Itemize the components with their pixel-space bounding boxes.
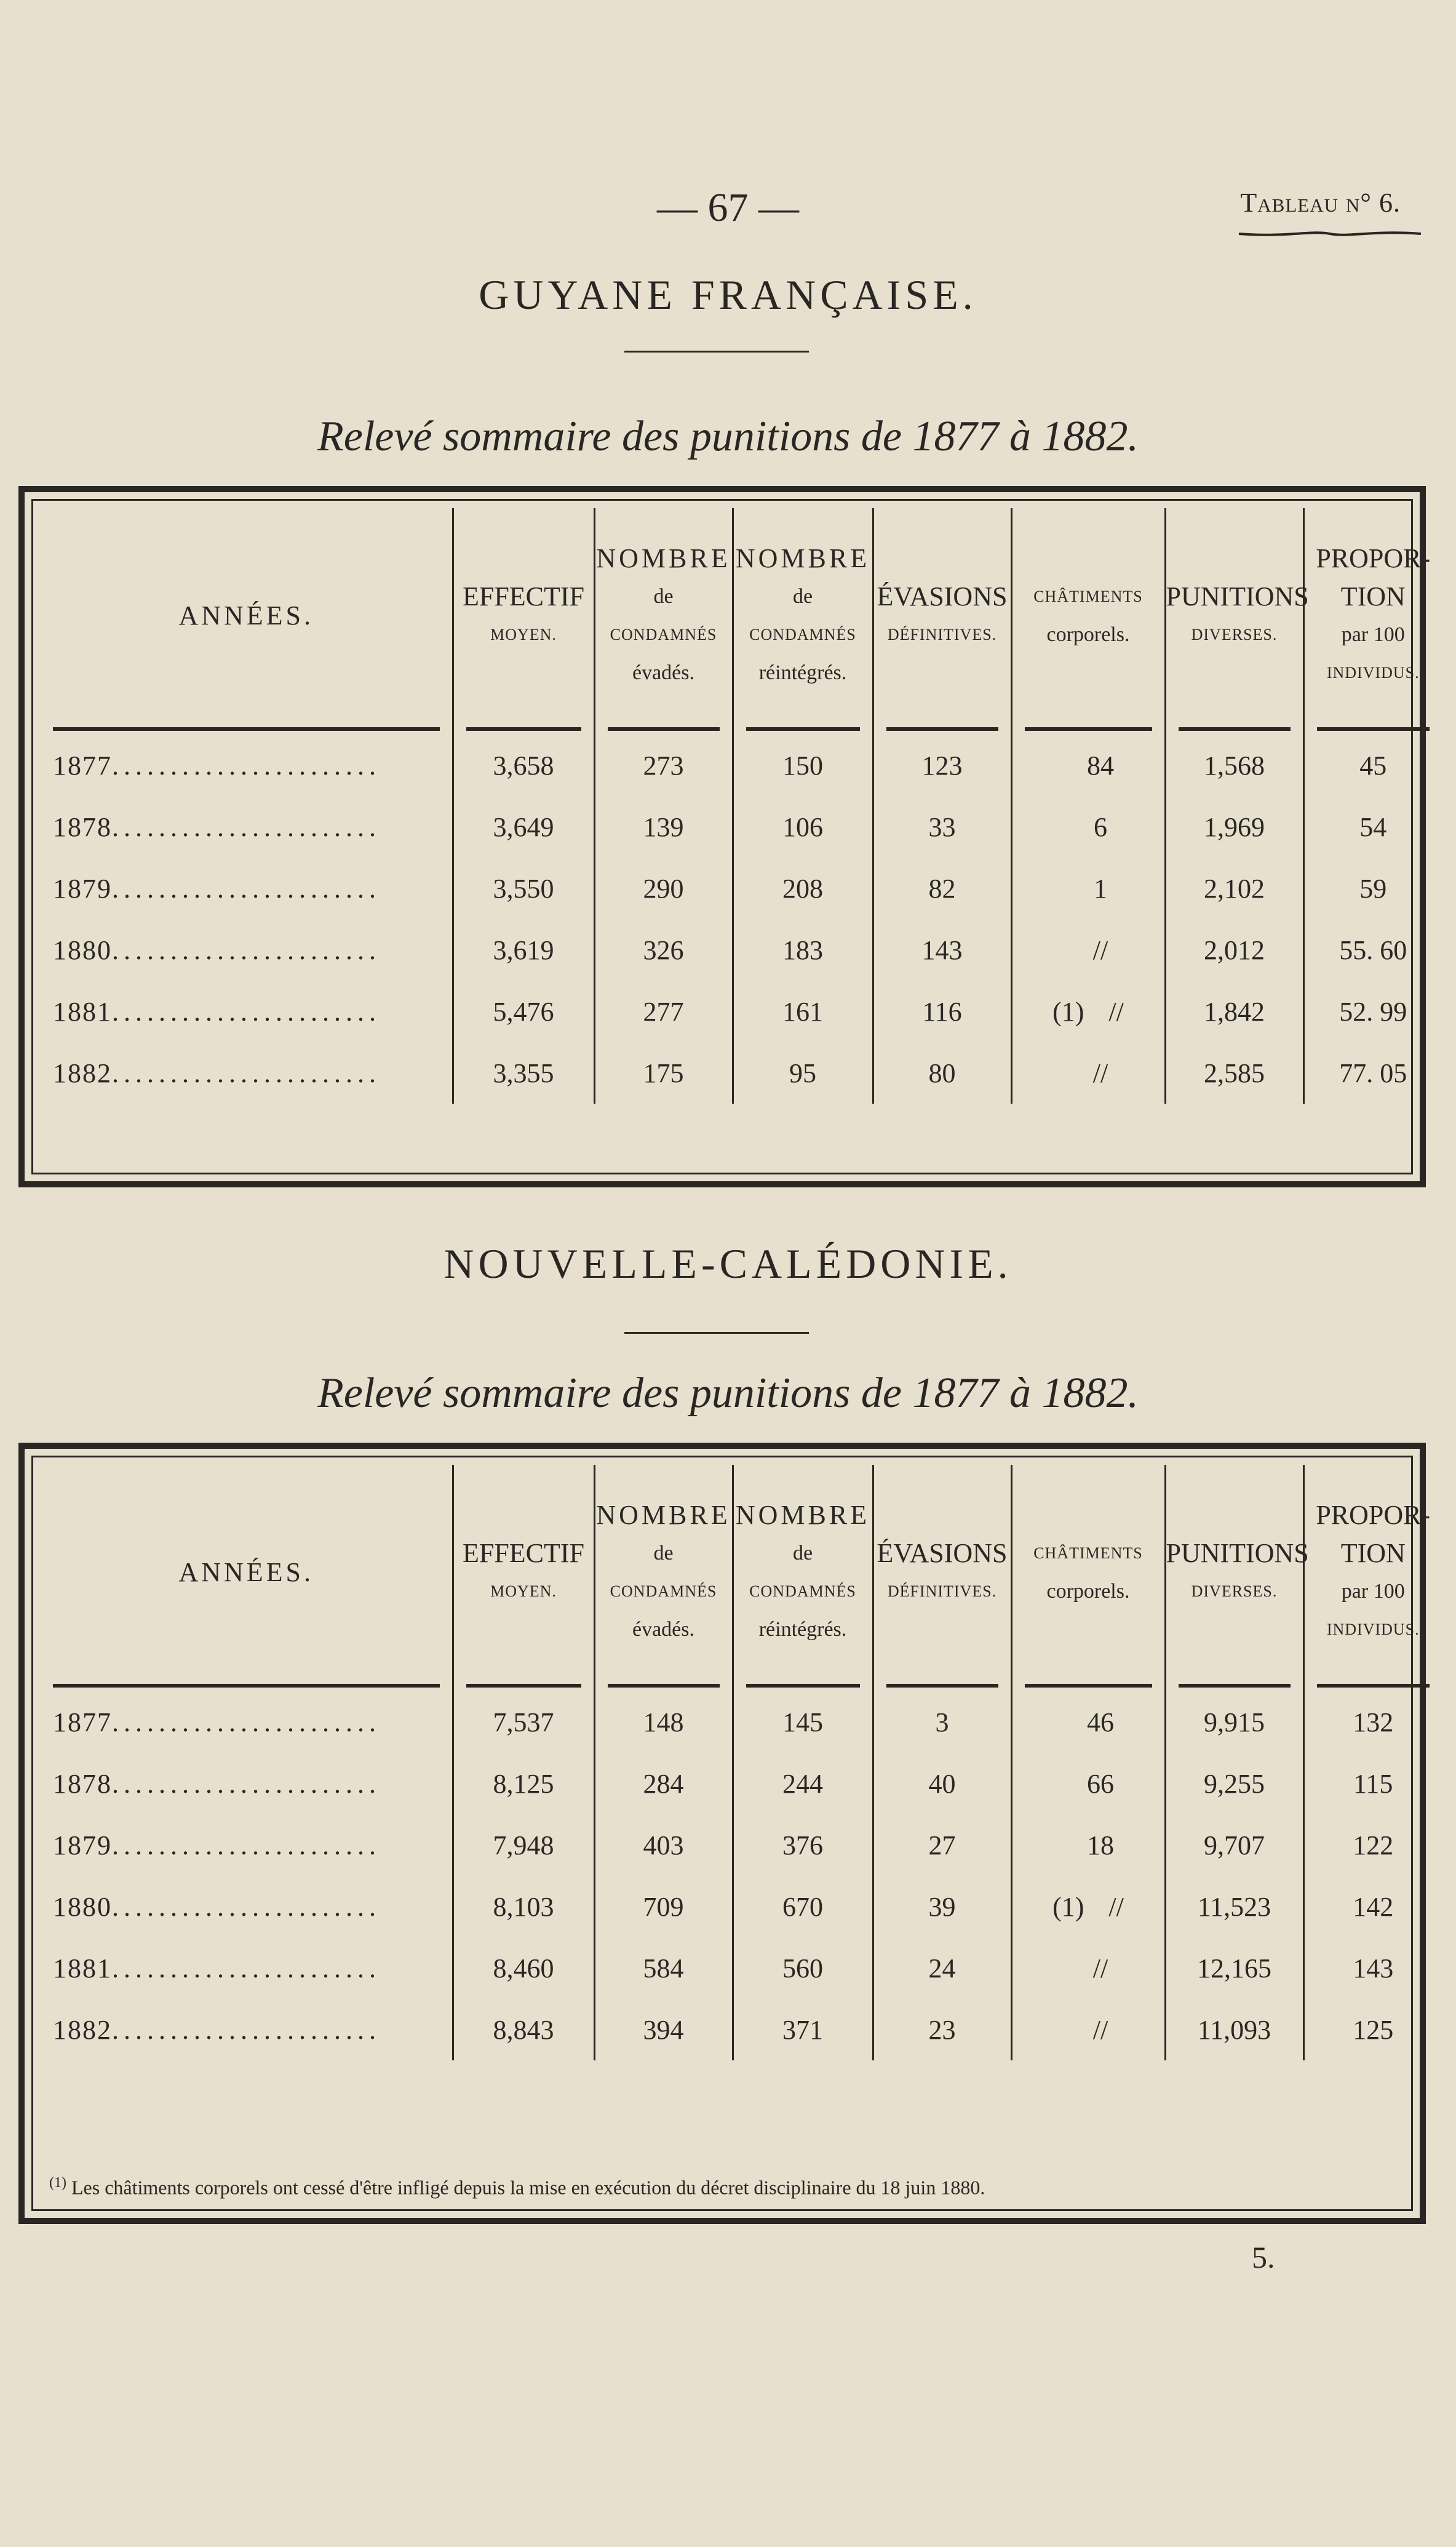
table-header-row — [41, 1465, 1442, 1680]
cell-evasions: 27 — [873, 1814, 1011, 1876]
cell-reintegres: 95 — [733, 1042, 873, 1104]
punitions-table-nouvelle-caledonie — [41, 1465, 1442, 2060]
footnote-mark: (1) — [49, 2175, 66, 2191]
header-effectif: EFFECTIF MOYEN. — [453, 508, 594, 723]
cell-evades: 709 — [594, 1876, 733, 1937]
cell-year: 1877....................... — [41, 735, 453, 796]
cell-year: 1878....................... — [41, 1753, 453, 1814]
cell-effectif: 7,948 — [453, 1814, 594, 1876]
cell-punitions: 2,102 — [1165, 858, 1303, 919]
cell-punitions: 9,707 — [1165, 1814, 1303, 1876]
header-chatiments: CHÂTIMENTS corporels. — [1011, 508, 1165, 723]
cell-reintegres: 150 — [733, 735, 873, 796]
cell-chatiments-note: (1) — [1052, 996, 1084, 1027]
cell-evades: 148 — [594, 1691, 733, 1753]
page-number: — 67 — — [657, 185, 799, 230]
header-reintegres: NOMBRE de CONDAMNÉS réintégrés. — [733, 1465, 873, 1680]
footnote-text: Les châtiments corporels ont cessé d'être infligé depuis la mise en exécution du décret disciplinaire du 18 juin 1880. — [71, 2177, 985, 2199]
cell-punitions: 1,842 — [1165, 981, 1303, 1042]
cell-punitions: 1,969 — [1165, 796, 1303, 858]
cell-evades: 273 — [594, 735, 733, 796]
cell-evasions: 39 — [873, 1876, 1011, 1937]
cell-chatiments: (1) // — [1011, 981, 1165, 1042]
table-row — [41, 1876, 1442, 1937]
cell-effectif: 8,125 — [453, 1753, 594, 1814]
cell-proportion: 77. 05 — [1339, 1058, 1407, 1088]
header-evades: NOMBRE de CONDAMNÉS évadés. — [594, 1465, 733, 1680]
table-row — [41, 1999, 1442, 2060]
section-title-nouvelle-caledonie: NOUVELLE-CALÉDONIE. — [444, 1240, 1012, 1287]
cell-chatiments: // — [1011, 919, 1165, 981]
cell-reintegres: 376 — [733, 1814, 873, 1876]
cell-proportion: 54 — [1359, 811, 1387, 842]
cell-chatiments: // — [1011, 1042, 1165, 1104]
cell-proportion: 142 — [1353, 1891, 1394, 1922]
cell-evades: 584 — [594, 1937, 733, 1999]
section-subtitle-guyane: Relevé sommaire des punitions de 1877 à 1882. — [317, 413, 1139, 460]
header-reintegres: NOMBRE de CONDAMNÉS réintégrés. — [733, 508, 873, 723]
table-row — [41, 735, 1442, 796]
rows-nouvelle-caledonie — [41, 1691, 1442, 2060]
cell-proportion: 59 — [1359, 873, 1387, 904]
folio: 5. — [1252, 2240, 1275, 2274]
header-proportion: PROPOR- TION par 100 INDIVIDUS. — [1316, 543, 1431, 682]
cell-evasions: 116 — [873, 981, 1011, 1042]
cell-evasions: 143 — [873, 919, 1011, 981]
cell-chatiments: 66 — [1011, 1753, 1165, 1814]
cell-evades: 394 — [594, 1999, 733, 2060]
cell-evades: 403 — [594, 1814, 733, 1876]
cell-year: 1879....................... — [41, 858, 453, 919]
table-row — [41, 858, 1442, 919]
cell-reintegres: 145 — [733, 1691, 873, 1753]
title-rule — [624, 351, 809, 353]
cell-proportion: 55. 60 — [1339, 935, 1407, 965]
cell-chatiments: 84 — [1011, 735, 1165, 796]
header-evades: NOMBRE de CONDAMNÉS évadés. — [594, 508, 733, 723]
cell-evades: 277 — [594, 981, 733, 1042]
cell-evasions: 123 — [873, 735, 1011, 796]
cell-proportion: 45 — [1359, 750, 1387, 781]
cell-year: 1878....................... — [41, 796, 453, 858]
cell-chatiments: 6 — [1011, 796, 1165, 858]
table-row — [41, 1691, 1442, 1753]
table-row — [41, 1814, 1442, 1876]
cell-year: 1880....................... — [41, 1876, 453, 1937]
cell-year: 1882....................... — [41, 1999, 453, 2060]
cell-proportion: 143 — [1353, 1953, 1394, 1983]
cell-effectif: 7,537 — [453, 1691, 594, 1753]
cell-evasions: 80 — [873, 1042, 1011, 1104]
cell-proportion: 122 — [1353, 1830, 1394, 1860]
cell-proportion: 115 — [1353, 1768, 1393, 1799]
cell-effectif: 8,460 — [453, 1937, 594, 1999]
cell-year: 1882....................... — [41, 1042, 453, 1104]
flourish-ornament — [1238, 229, 1422, 239]
header-evasions: ÉVASIONS DÉFINITIVES. — [873, 1465, 1011, 1680]
table-row — [41, 1042, 1442, 1104]
cell-effectif: 3,649 — [453, 796, 594, 858]
cell-effectif: 8,103 — [453, 1876, 594, 1937]
cell-year: 1877....................... — [41, 1691, 453, 1753]
cell-proportion: 52. 99 — [1339, 996, 1407, 1027]
header-annees: ANNÉES. — [41, 1465, 453, 1680]
cell-year: 1881....................... — [41, 981, 453, 1042]
cell-proportion: 125 — [1353, 2014, 1394, 2045]
cell-effectif: 3,658 — [453, 735, 594, 796]
table-row — [41, 1937, 1442, 1999]
cell-chatiments-note: (1) — [1052, 1891, 1084, 1922]
footnote — [49, 2175, 985, 2199]
cell-evades: 139 — [594, 796, 733, 858]
table-header-row — [41, 508, 1442, 723]
cell-chatiments: // — [1011, 1999, 1165, 2060]
cell-evasions: 33 — [873, 796, 1011, 858]
section-subtitle-nouvelle-caledonie: Relevé sommaire des punitions de 1877 à 1882. — [317, 1369, 1139, 1417]
header-chatiments: CHÂTIMENTS corporels. — [1011, 1465, 1165, 1680]
cell-reintegres: 244 — [733, 1753, 873, 1814]
header-proportion: PROPOR- TION par 100 INDIVIDUS. — [1316, 1500, 1431, 1638]
cell-reintegres: 560 — [733, 1937, 873, 1999]
cell-punitions: 9,915 — [1165, 1691, 1303, 1753]
cell-punitions: 12,165 — [1165, 1937, 1303, 1999]
cell-reintegres: 670 — [733, 1876, 873, 1937]
table-row — [41, 919, 1442, 981]
rows-guyane — [41, 735, 1442, 1104]
cell-evasions: 40 — [873, 1753, 1011, 1814]
cell-evasions: 24 — [873, 1937, 1011, 1999]
table-frame-guyane — [18, 486, 1431, 1187]
cell-effectif: 3,550 — [453, 858, 594, 919]
header-punitions: PUNITIONS DIVERSES. — [1165, 1465, 1303, 1680]
cell-evasions: 23 — [873, 1999, 1011, 2060]
header-annees: ANNÉES. — [41, 508, 453, 723]
cell-evades: 175 — [594, 1042, 733, 1104]
cell-effectif: 3,619 — [453, 919, 594, 981]
cell-effectif: 3,355 — [453, 1042, 594, 1104]
cell-evasions: 82 — [873, 858, 1011, 919]
header-punitions: PUNITIONS DIVERSES. — [1165, 508, 1303, 723]
cell-chatiments: (1) // — [1011, 1876, 1165, 1937]
table-frame-nouvelle-caledonie — [18, 1443, 1431, 2224]
tableau-label: Tableau n° 6. — [1240, 188, 1401, 218]
cell-reintegres: 371 — [733, 1999, 873, 2060]
header-separator — [41, 1680, 1442, 1691]
table-row — [41, 1753, 1442, 1814]
cell-evasions: 3 — [873, 1691, 1011, 1753]
cell-chatiments: 46 — [1011, 1691, 1165, 1753]
title-rule — [624, 1332, 809, 1334]
cell-reintegres: 161 — [733, 981, 873, 1042]
cell-punitions: 11,523 — [1165, 1876, 1303, 1937]
cell-evades: 290 — [594, 858, 733, 919]
cell-chatiments: // — [1011, 1937, 1165, 1999]
header-separator — [41, 723, 1442, 735]
cell-reintegres: 106 — [733, 796, 873, 858]
header-effectif: EFFECTIF MOYEN. — [453, 1465, 594, 1680]
header-evasions: ÉVASIONS DÉFINITIVES. — [873, 508, 1011, 723]
table-row — [41, 981, 1442, 1042]
cell-chatiments: 18 — [1011, 1814, 1165, 1876]
cell-year: 1881....................... — [41, 1937, 453, 1999]
punitions-table-guyane — [41, 508, 1442, 1104]
cell-punitions: 9,255 — [1165, 1753, 1303, 1814]
cell-year: 1880....................... — [41, 919, 453, 981]
section-title-guyane: GUYANE FRANÇAISE. — [479, 271, 977, 318]
cell-reintegres: 208 — [733, 858, 873, 919]
cell-punitions: 2,585 — [1165, 1042, 1303, 1104]
cell-evades: 326 — [594, 919, 733, 981]
cell-effectif: 5,476 — [453, 981, 594, 1042]
table-row — [41, 796, 1442, 858]
cell-effectif: 8,843 — [453, 1999, 594, 2060]
cell-chatiments: 1 — [1011, 858, 1165, 919]
cell-evades: 284 — [594, 1753, 733, 1814]
cell-reintegres: 183 — [733, 919, 873, 981]
cell-proportion: 132 — [1353, 1707, 1394, 1737]
cell-year: 1879....................... — [41, 1814, 453, 1876]
cell-punitions: 11,093 — [1165, 1999, 1303, 2060]
cell-punitions: 2,012 — [1165, 919, 1303, 981]
cell-punitions: 1,568 — [1165, 735, 1303, 796]
